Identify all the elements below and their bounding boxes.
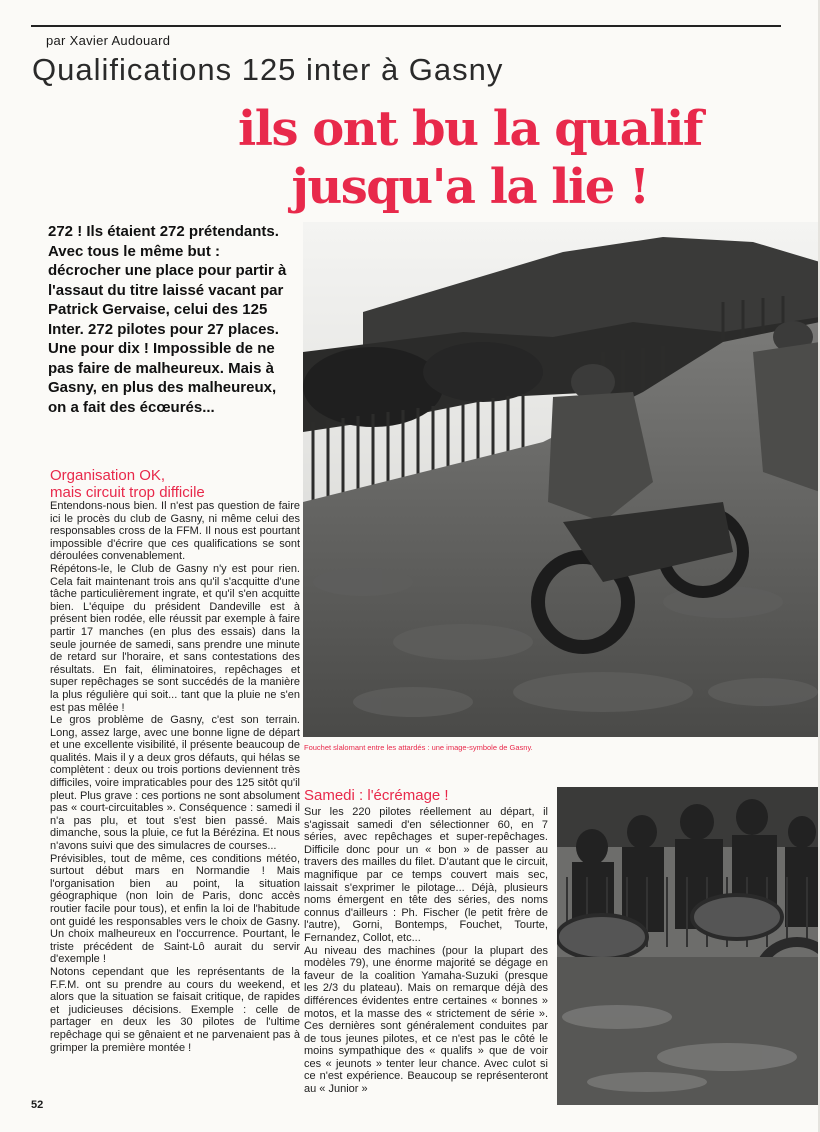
paragraph: Entendons-nous bien. Il n'est pas question de faire ici le procès du club de Gasny, ni même celui des responsables cross de la FFM. Il nous est pourtant impossible d'écrire que ces qualifications se sont déroulées convenablement. xyxy=(50,500,300,563)
paragraph: Répétons-le, le Club de Gasny n'y est pour rien. Cela fait maintenant trois ans qu'il s'acquitte d'une tâche particulièrement ingrate, et qu'il s'en acquitte bien. L'équipe du président Dandeville est à présent bien rodée, elle réussit par exemple à faire partir 17 manches (en plus des essais) dans la seule journée de samedi, sans prendre une minute de retard sur l'horaire, et sans contestations des résultats. En fait, éliminatoires, repêchages et super repêchages se sont succédés de la manière la plus régulière qui soit... tant que la pluie ne s'en est pas mêlée ! xyxy=(50,562,300,714)
header-rule xyxy=(31,25,781,27)
article-column-2 xyxy=(304,806,548,1096)
article-headline: ils ont bu la qualif jusqu'a la lie ! xyxy=(238,101,702,215)
intro-paragraph: 272 ! Ils étaient 272 prétendants. Avec tous le même but : décrocher une place pour partir à l'assaut du titre laissé vacant par Patrick Gervaise, celui des 125 Inter. 272 pilotes pour 27 places. Une pour dix ! Impossible de ne pas faire de malheureux. Mais à Gasny, en plus des malheureux, on a fait des écœurés... xyxy=(48,223,287,416)
article-subtitle: Qualifications 125 inter à Gasny xyxy=(32,52,504,87)
page-number: 52 xyxy=(31,1099,44,1111)
spectators-photo xyxy=(557,787,820,1105)
paragraph: Le gros problème de Gasny, c'est son terrain. Long, assez large, avec une bonne ligne de départ et une excellente visibilité, il présente beaucoup de qualités. Mais il y a deux gros défauts, qui hélas se complètent : deux ou trois portions deviennent très difficiles, voire impraticables pour des 125 sitôt qu'il pleut. Plus grave : ces portions ne sont absolument pas « court-circuitables ». Conséquence : samedi il n'a pas plu, et tout s'est bien passé. Mais dimanche, sous la pluie, ce fut la Bérézina. Et nous n'avons suivi que des simulacres de courses... xyxy=(50,714,300,853)
section-title-samedi: Samedi : l'écrémage ! xyxy=(304,787,449,804)
paragraph: Notons cependant que les représentants de la F.F.M. ont su prendre au cours du weekend, et alors que la situation se faisait critique, de rapides et judicieuses décisions. Exemple : celle de partager en deux les 30 pilotes de l'ultime repêchage qui se gênaient et ne parvenaient pas à grimper la première montée ! xyxy=(50,965,300,1054)
paragraph: Prévisibles, tout de même, ces conditions météo, surtout début mars en Normandie ! Mais l'organisation bien au point, la situation géographique (non loin de Paris, donc accès routier facile pour tous), et enfin la loi de l'habitude ont guidé les responsables vers le choix de Gasny. Un choix malheureux en l'occurrence. Pourtant, le triste précédent de Saint-Lô aurait du servir d'exemple ! xyxy=(50,852,300,966)
paragraph: Au niveau des machines (pour la plupart des modèles 79), une énorme majorité se dégage en faveur de la coalition Yamaha-Suzuki (presque les 2/3 du plateau). Mais on remarque déjà des différences évidentes entre certaines « bonnes » motos, et la masse des « strictement de série ». Ces dernières sont généralement conduites par de tous jeunes pilotes, et ce n'est pas le côté le moins sympathique des « qualifs » que de voir ces « jeunots » tenter leur chance. Avec culot si ce n'est expérience. Beaucoup se représenteront au « Junior » xyxy=(304,944,548,1096)
photo-caption: Fouchet slalomant entre les attardés : une image-symbole de Gasny. xyxy=(304,743,533,752)
motocross-photo xyxy=(303,222,820,737)
section-title-line: mais circuit trop difficile xyxy=(50,484,205,501)
section-title-line: Organisation OK, xyxy=(50,467,166,484)
paragraph: Sur les 220 pilotes réellement au départ, il s'agissait samedi d'en sélectionner 60, en 7 séries, avec repêchages et super-repêchages. Difficile donc pour un « bon » de passer au travers des mailles du filet. D'autant que le circuit, magnifique par ce temps couvert mais sec, laissait s'exprimer le pilotage... Déjà, plusieurs noms émergent en tête des séries, des noms connus d'ailleurs : Ph. Fischer (le petit frère de l'autre), Gorni, Bontemps, Fouchet, Tourte, Fernandez, Collot, etc... xyxy=(304,806,548,944)
section-title-organisation xyxy=(50,467,300,501)
article-column-1 xyxy=(50,500,300,1054)
byline: par Xavier Audouard xyxy=(46,33,171,48)
